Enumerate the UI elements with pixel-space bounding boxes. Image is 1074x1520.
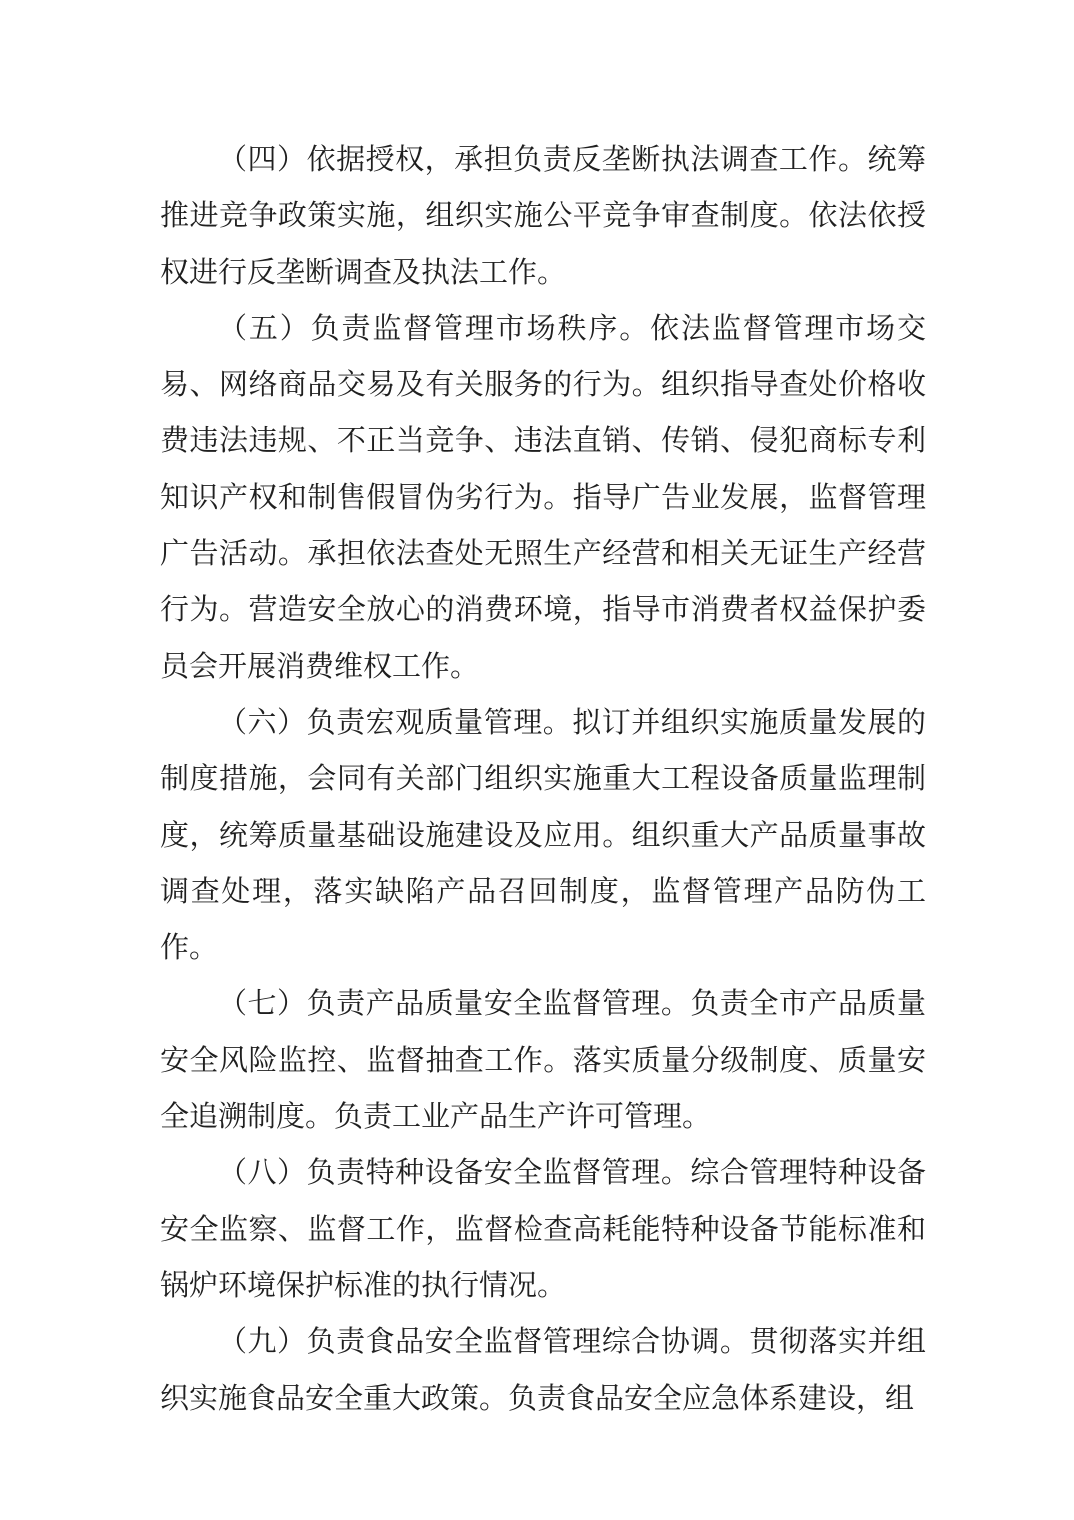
paragraph-item-6: （六）负责宏观质量管理。拟订并组织实施质量发展的制度措施，会同有关部门组织实施重大工程设备质量监理制度，统筹质量基础设施建设及应用。组织重大产品质量事故调查处理，落实缺陷产品召回制度，监督管理产品防伪工作。 — [160, 706, 926, 965]
paragraph-item-5: （五）负责监督管理市场秩序。依法监督管理市场交易、网络商品交易及有关服务的行为。组织指导查处价格收费违法违规、不正当竞争、违法直销、传销、侵犯商标专利知识产权和制售假冒伪劣行为。指导广告业发展，监督管理广告活动。承担依法查处无照生产经营和相关无证生产经营行为。营造安全放心的消费环境，指导市消费者权益保护委员会开展消费维权工作。 — [160, 312, 926, 683]
paragraph-item-4: （四）依据授权，承担负责反垄断执法调查工作。统筹推进竞争政策实施，组织实施公平竞争审查制度。依法依授权进行反垄断调查及执法工作。 — [160, 144, 926, 289]
document-body — [160, 132, 926, 1427]
paragraph-item-9: （九）负责食品安全监督管理综合协调。贯彻落实并组织实施食品安全重大政策。负责食品安全应急体系建设，组 — [160, 1326, 926, 1415]
paragraph-item-8: （八）负责特种设备安全监督管理。综合管理特种设备安全监察、监督工作，监督检查高耗能特种设备节能标准和锅炉环境保护标准的执行情况。 — [160, 1157, 926, 1302]
paragraph-item-7: （七）负责产品质量安全监督管理。负责全市产品质量安全风险监控、监督抽查工作。落实质量分级制度、质量安全追溯制度。负责工业产品生产许可管理。 — [160, 988, 926, 1134]
